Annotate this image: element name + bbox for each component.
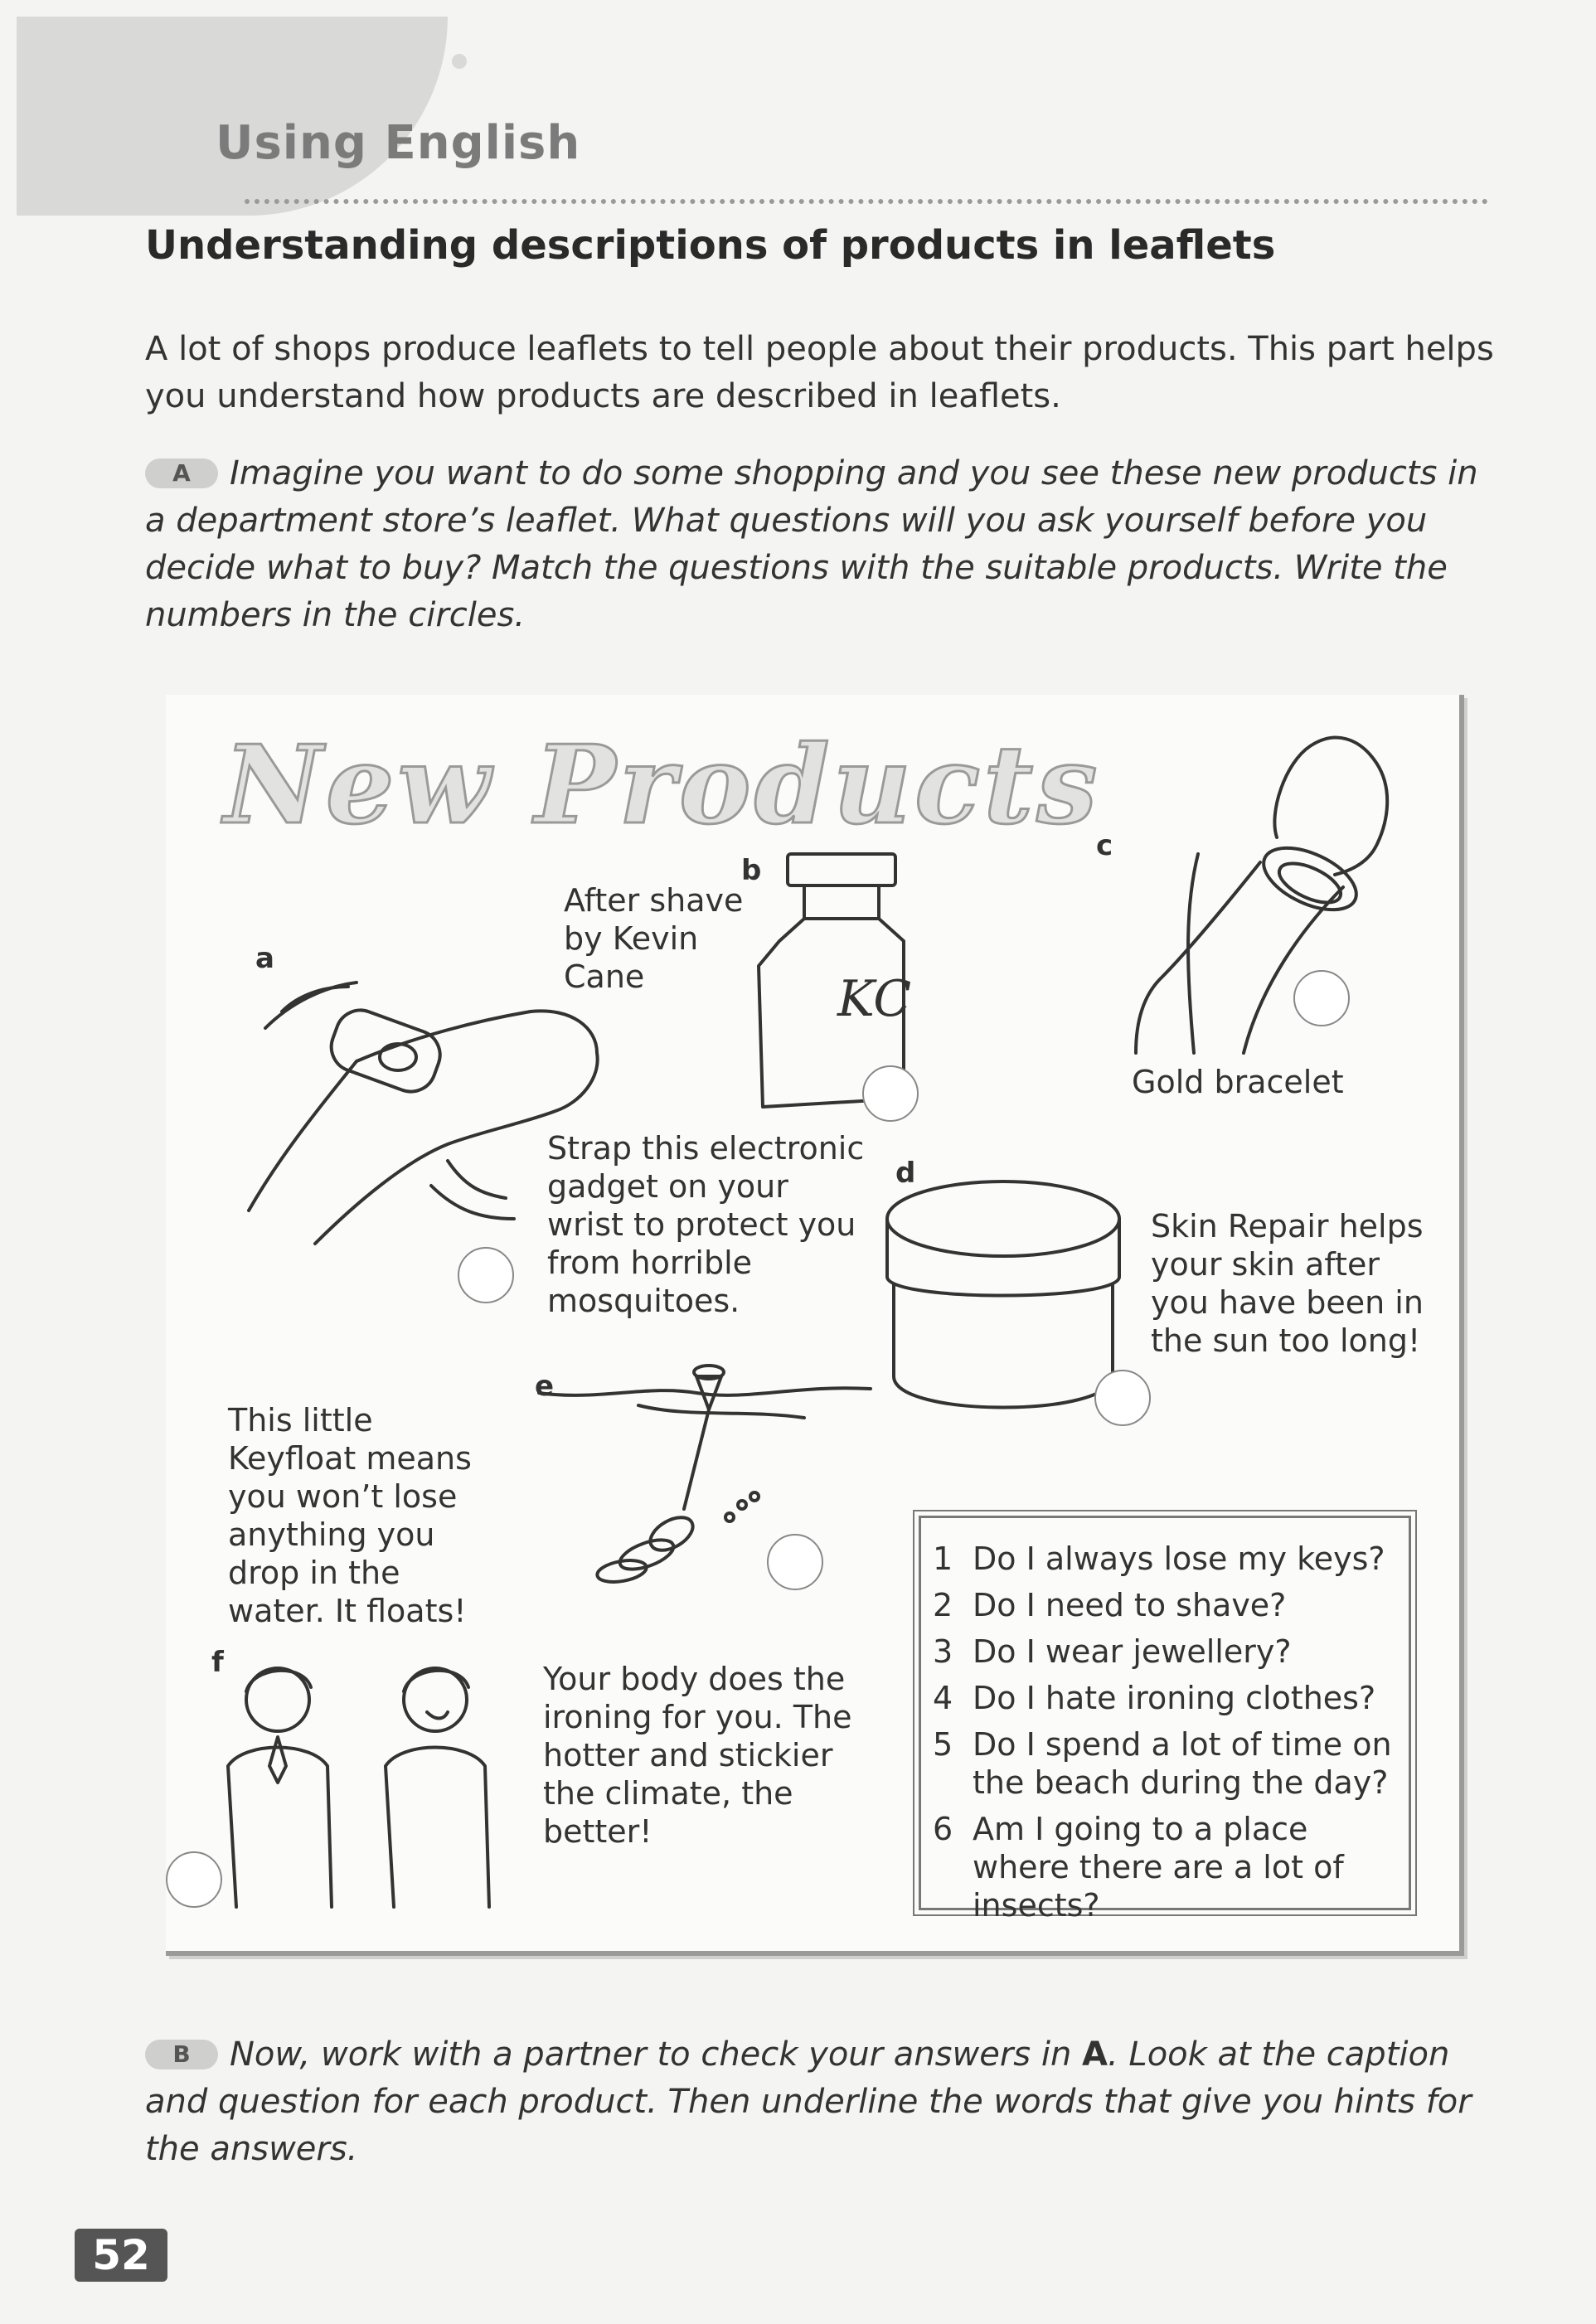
answer-circle-a[interactable] (458, 1247, 514, 1303)
product-caption-a: Strap this electronic gadget on your wrist to protect you from horrible mosquitoes. (547, 1130, 865, 1319)
ironing-free-shirts-illustration (195, 1658, 510, 1907)
leaflet-heading: New Products (224, 721, 1101, 848)
task-b-label: B (145, 2040, 218, 2069)
product-letter-c: c (1096, 829, 1113, 862)
product-letter-d: d (895, 1157, 916, 1190)
question-text: Do I need to shave? (973, 1587, 1287, 1623)
question-text: Do I always lose my keys? (973, 1540, 1385, 1577)
page-title: Understanding descriptions of products in leaflets (145, 222, 1276, 269)
header-bubble (452, 54, 467, 69)
task-a-text: Imagine you want to do some shopping and you see these new products in a department store’s leaflet. What questions will you ask yourself before you decide what to buy? Match the questions with the suitable products. Write the numbers in the circles. (145, 454, 1478, 634)
task-a-label: A (145, 458, 218, 488)
question-item (933, 1679, 1400, 1717)
gold-bracelet-illustration (1103, 705, 1418, 1070)
question-number: 2 (933, 1587, 953, 1623)
intro-paragraph: A lot of shops produce leaflets to tell people about their products. This part helps you understand how products are described in leaflets. (145, 330, 1494, 415)
question-number: 6 (933, 1811, 953, 1847)
product-letter-a: a (255, 942, 274, 975)
question-item (933, 1810, 1400, 1924)
product-caption-e: This little Keyfloat means you won’t lose anything you drop in the water. It floats! (228, 1402, 472, 1629)
question-number: 1 (933, 1540, 953, 1577)
questions-box (919, 1516, 1411, 1924)
answer-circle-b[interactable] (862, 1065, 919, 1122)
keyfloat-illustration (531, 1360, 879, 1625)
bottle-logo: KC (837, 970, 912, 1028)
product-letter-e: e (535, 1370, 555, 1403)
task-b-text-before: Now, work with a partner to check your answers in (230, 2035, 1083, 2074)
answer-circle-f[interactable] (166, 1851, 222, 1908)
product-letter-f: f (211, 1646, 224, 1679)
task-b-instruction (145, 2031, 1505, 2173)
question-item (933, 1633, 1400, 1671)
product-caption-b: After shave by Kevin Cane (564, 882, 744, 995)
question-number: 4 (933, 1680, 953, 1716)
answer-circle-e[interactable] (767, 1534, 823, 1590)
task-b-ref: A (1082, 2035, 1108, 2074)
header-bubble (419, 33, 439, 53)
task-b-text-after: . Look at the caption and question for each product. Then underline the words that give you hints for the answers. (145, 2035, 1472, 2168)
product-caption-c: Gold bracelet (1132, 1064, 1344, 1100)
page-number: 52 (75, 2229, 167, 2282)
answer-circle-c[interactable] (1293, 970, 1350, 1026)
product-caption-d: Skin Repair helps your skin after you have been in the sun too long! (1151, 1208, 1424, 1359)
header-bubble (390, 17, 420, 46)
question-text: Am I going to a place where there are a lot of insects? (973, 1811, 1344, 1924)
question-item (933, 1725, 1400, 1802)
skin-repair-jar-illustration (879, 1177, 1128, 1426)
answer-circle-d[interactable] (1094, 1370, 1151, 1426)
dotted-divider (245, 199, 1488, 204)
question-list (933, 1540, 1400, 1933)
section-label: Using English (216, 116, 581, 170)
question-item (933, 1586, 1400, 1624)
question-text: Do I wear jewellery? (973, 1633, 1292, 1670)
question-text: Do I hate ironing clothes? (973, 1680, 1376, 1716)
product-caption-f: Your body does the ironing for you. The hotter and stickier the climate, the better! (543, 1661, 852, 1850)
question-text: Do I spend a lot of time on the beach during the day? (973, 1726, 1392, 1801)
question-number: 5 (933, 1726, 953, 1763)
product-letter-b: b (741, 854, 762, 887)
question-number: 3 (933, 1633, 953, 1670)
task-a-instruction (145, 450, 1505, 639)
question-item (933, 1540, 1400, 1578)
